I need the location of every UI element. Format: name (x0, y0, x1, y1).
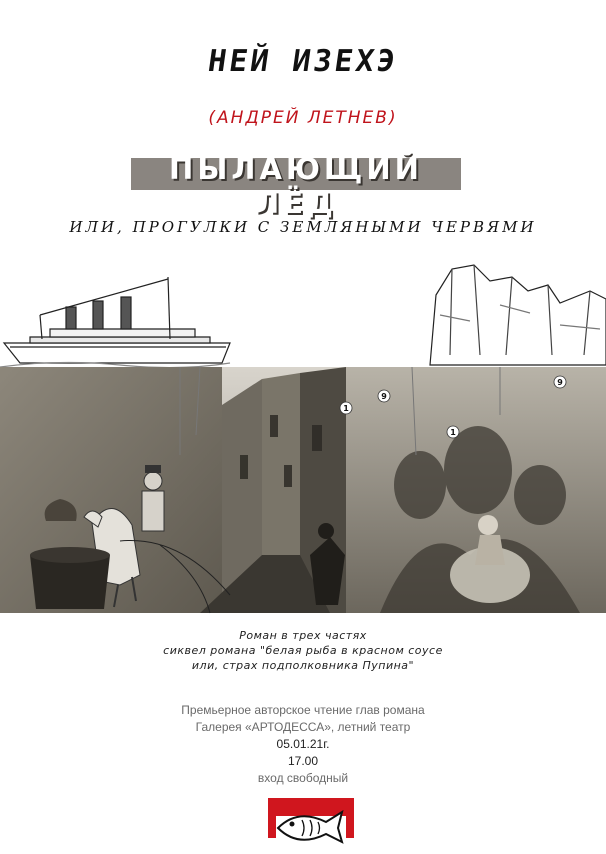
artwork-label-3: 1 (450, 428, 456, 437)
event-info (0, 702, 606, 787)
artwork-label-1: 1 (343, 404, 349, 413)
artwork-number-label (447, 426, 459, 438)
iceberg-sketch-icon (430, 265, 606, 365)
description-line: Роман в трех частях (239, 629, 367, 642)
description-line: или, страх подполковника Пупина" (191, 659, 415, 672)
artwork-illustration (0, 255, 606, 615)
description-line: сиквел романа "белая рыба в красном соусе (163, 644, 443, 657)
author-name: НЕЙ ИЗЕХЭ (205, 44, 401, 79)
poster-subtitle: ИЛИ, ПРОГУЛКИ С ЗЕМЛЯНЫМИ ЧЕРВЯМИ (69, 218, 537, 236)
event-time: 17.00 (287, 754, 319, 768)
artwork-number-label (340, 402, 352, 414)
event-reading: Премьерное авторское чтение глав романа (181, 703, 425, 717)
novel-description (0, 628, 606, 673)
event-entry: вход свободный (257, 771, 349, 785)
artwork-label-4: 9 (557, 378, 563, 387)
author-pseudonym: (АНДРЕЙ ЛЕТНЕВ) (208, 108, 398, 128)
title-block (131, 150, 461, 220)
event-venue: Галерея «АРТОДЕССА», летний театр (195, 720, 411, 734)
ship-sketch-icon (0, 277, 230, 368)
event-date: 05.01.21г. (276, 737, 330, 751)
artwork-label-2: 9 (381, 392, 387, 401)
street-scene-painting (0, 367, 606, 613)
poster-title: ПЫЛАЮЩИЙ ЛЁД (169, 152, 423, 220)
fish-logo-icon (268, 798, 354, 846)
artwork-number-label (378, 390, 390, 402)
artwork-number-label (554, 376, 566, 388)
